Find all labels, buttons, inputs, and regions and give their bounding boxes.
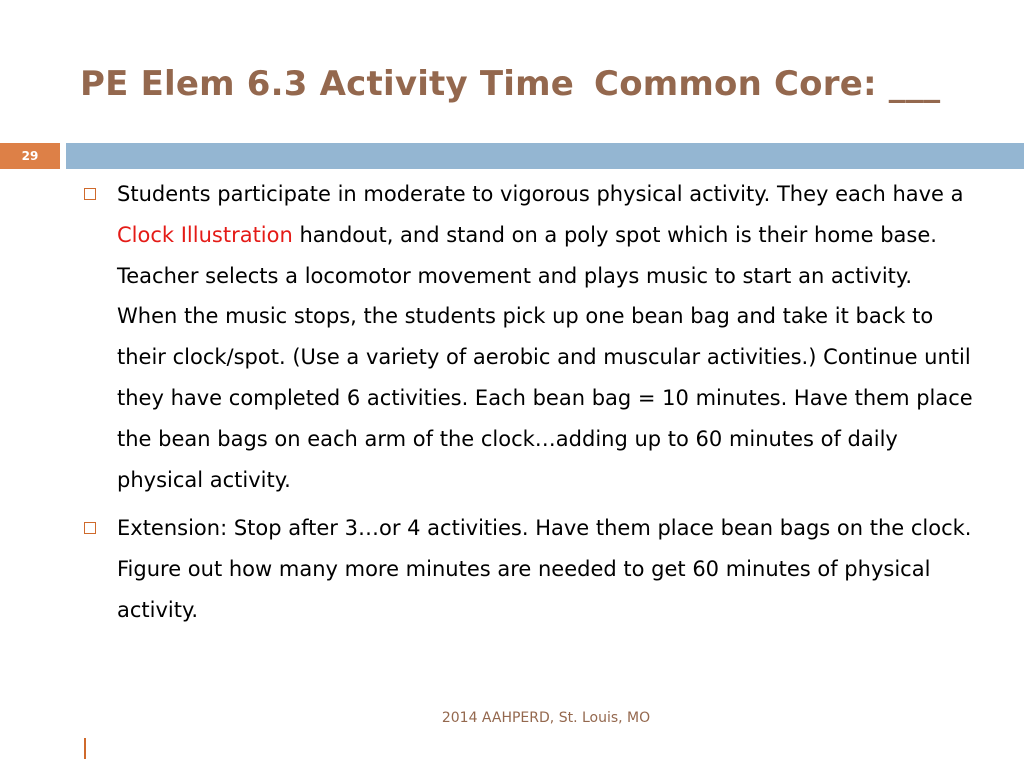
slide-number-badge [0,143,60,169]
bullet-item-extension [84,508,974,630]
square-bullet-icon [84,738,86,759]
slide-body [84,174,974,639]
footer-text: 2014 AAHPERD, St. Louis, MO [441,710,651,726]
empty-bullet-item [84,739,86,758]
header-accent-bar [66,143,1024,169]
footer [0,710,1024,726]
bullet-text-end: handout, and stand on a poly spot which is their home base. Teacher selects a locomotor movement and plays music to start an activity. When the music stops, the students pick up one bean bag and take it back to their clock/spot. (Use a variety of aerobic and muscular activities.) Continue until they have completed 6 activities. Each bean bag = 10 minutes. Have them place the bean bags on each arm of the clock…adding up to 60 minutes of daily physical activity. [117,222,973,492]
square-bullet-icon [84,188,96,200]
slide-number: 29 [21,149,39,163]
bullet-text-start: Students participate in moderate to vigorous physical activity. They each have a [117,182,964,206]
title-secondary: Common Core: ___ [594,64,941,104]
clock-illustration-link: Clock Illustration [117,222,293,247]
slide-title [80,64,940,104]
bullet-item-activity [84,174,974,500]
bullet-text [117,174,974,500]
title-main: PE Elem 6.3 Activity Time [80,64,575,104]
bullet-text: Extension: Stop after 3…or 4 activities. Have them place bean bags on the clock. Figure out how many more minutes are needed to get 60 minutes of physical activity. [117,516,972,622]
square-bullet-icon [84,522,96,534]
